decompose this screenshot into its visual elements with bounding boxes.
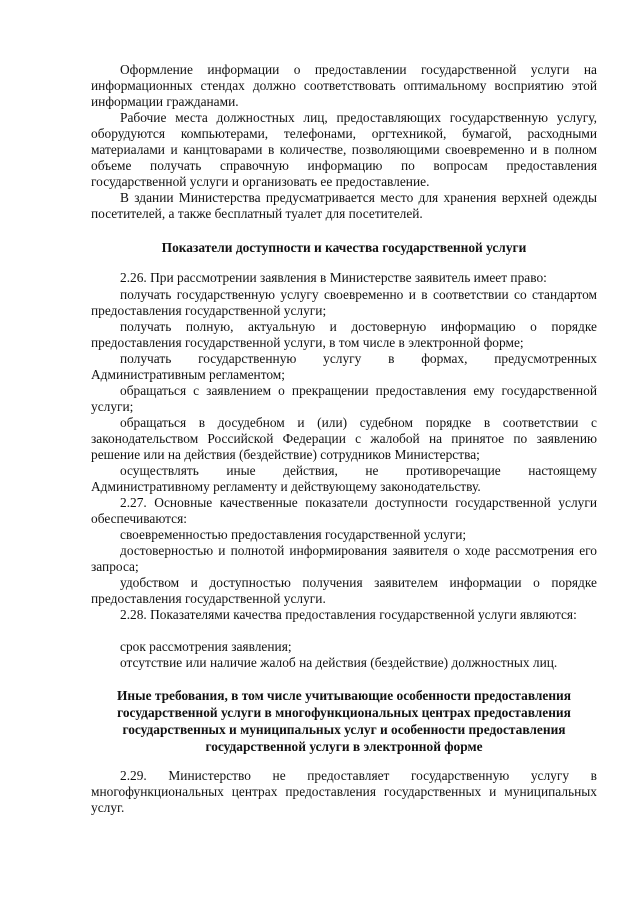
paragraph-wardrobe: В здании Министерства предусматривается место для хранения верхней одежды посетителей, а также бесплатный туалет для посетителей. bbox=[91, 190, 597, 221]
section-heading-accessibility: Показатели доступности и качества государственной услуги bbox=[161, 240, 527, 255]
paragraph-reliability: достоверностью и полнотой информирования заявителя о ходе рассмотрения его запроса; bbox=[91, 543, 597, 574]
paragraph-review-term: срок рассмотрения заявления; bbox=[120, 639, 292, 654]
paragraph-right-forms: получать государственную услугу в формах, предусмотренных Административным регламентом; bbox=[91, 351, 597, 382]
paragraph-2-27: 2.27. Основные качественные показатели доступности государственной услуги обеспечиваются: bbox=[91, 495, 597, 526]
paragraph-2-29: 2.29. Министерство не предоставляет государственную услугу в многофункциональных центрах предоставления государственных и муниципальных услуг. bbox=[91, 768, 597, 815]
paragraph-right-termination: обращаться с заявлением о прекращении предоставления ему государственной услуги; bbox=[91, 383, 597, 414]
paragraph-workplaces: Рабочие места должностных лиц, предоставляющих государственную услугу, оборудуются компьютерами, телефонами, оргтехникой, бумагой, расходными материалами и канцтоварами в количестве, позволяющими своевременно и в полном объеме получать справочную информацию по вопросам предоставления государственной услуги и организовать ее предоставление. bbox=[91, 110, 597, 189]
paragraph-2-26: 2.26. При рассмотрении заявления в Министерстве заявитель имеет право: bbox=[120, 270, 547, 285]
paragraph-complaints: отсутствие или наличие жалоб на действия (бездействие) должностных лиц. bbox=[120, 655, 558, 670]
paragraph-convenience: удобством и доступностью получения заявителем информации о порядке предоставления государственной услуги. bbox=[91, 575, 597, 606]
section-heading-other-requirements: Иные требования, в том числе учитывающие особенности предоставления государственной услуги в многофункциональных центрах предоставления государственных и муниципальных услуг и особенности предоставления государственной услуги в электронной форме bbox=[116, 688, 572, 754]
paragraph-right-timely: получать государственную услугу своевременно и в соответствии со стандартом предоставления государственной услуги; bbox=[91, 287, 597, 318]
paragraph-right-other: осуществлять иные действия, не противоречащие настоящему Административному регламенту и действующему законодательству. bbox=[91, 463, 597, 494]
paragraph-timeliness: своевременностью предоставления государственной услуги; bbox=[120, 527, 467, 542]
paragraph-right-information: получать полную, актуальную и достоверную информацию о порядке предоставления государственной услуги, в том числе в электронной форме; bbox=[91, 319, 597, 350]
paragraph-right-appeal: обращаться в досудебном и (или) судебном порядке в соответствии с законодательством Российской Федерации с жалобой на принятое по заявлению решение или на действия (бездействие) сотрудников Министерства; bbox=[91, 415, 597, 462]
paragraph-stands-info: Оформление информации о предоставлении государственной услуги на информационных стендах должно соответствовать оптимальному восприятию этой информации гражданами. bbox=[91, 62, 597, 109]
paragraph-2-28: 2.28. Показателями качества предоставления государственной услуги являются: bbox=[120, 607, 577, 622]
